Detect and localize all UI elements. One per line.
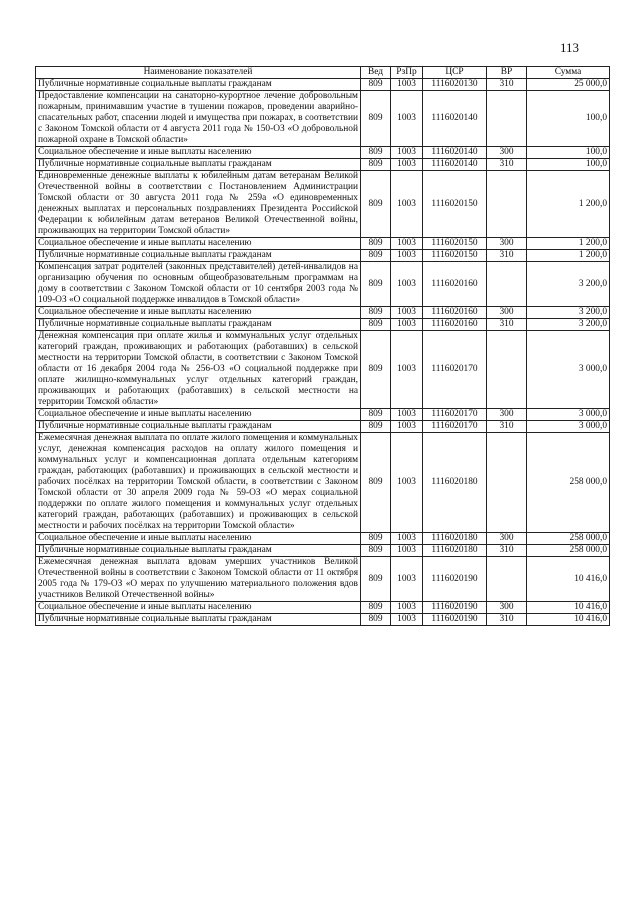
cell-rzpr: 1003 xyxy=(391,147,423,159)
table-header-row xyxy=(36,67,610,79)
cell-rzpr: 1003 xyxy=(391,79,423,91)
cell-name: Социальное обеспечение и иные выплаты населению xyxy=(36,147,361,159)
cell-name: Социальное обеспечение и иные выплаты населению xyxy=(36,409,361,421)
cell-sum: 1 200,0 xyxy=(527,171,610,238)
cell-name: Социальное обеспечение и иные выплаты населению xyxy=(36,533,361,545)
cell-ved: 809 xyxy=(361,433,391,533)
cell-rzpr: 1003 xyxy=(391,262,423,307)
cell-ved: 809 xyxy=(361,545,391,557)
cell-csr: 1116020130 xyxy=(423,79,487,91)
header-name: Наименование показателей xyxy=(36,67,361,79)
cell-sum: 10 416,0 xyxy=(527,614,610,626)
table-row xyxy=(36,331,610,409)
cell-rzpr: 1003 xyxy=(391,614,423,626)
cell-sum: 3 200,0 xyxy=(527,319,610,331)
cell-csr: 1116020180 xyxy=(423,533,487,545)
cell-sum: 258 000,0 xyxy=(527,433,610,533)
cell-name: Социальное обеспечение и иные выплаты населению xyxy=(36,307,361,319)
cell-name: Предоставление компенсации на санаторно-курортное лечение добровольным пожарным, принимавшим участие в тушении пожаров, проведении аварийно-спасательных работ, спасении людей и имущества при пожарах, в соответствии с Законом Томской области от 4 августа 2011 года № 150-ОЗ «О добровольной пожарной охране в Томской области» xyxy=(36,91,361,147)
cell-sum: 3 200,0 xyxy=(527,262,610,307)
cell-name: Денежная компенсация при оплате жилья и коммунальных услуг отдельных категорий граждан, проживающих и работающих (работавших) в сельской местности на территории Томской области, в соответствии с Законом Томской области от 16 декабря 2004 года № 256-ОЗ «О социальной поддержке при оплате жилищно-коммунальных услуг отдельных категорий граждан, проживающих и работающих (работавших) в сельской местности на территории Томской области» xyxy=(36,331,361,409)
table-row xyxy=(36,421,610,433)
cell-vr: 300 xyxy=(487,409,527,421)
cell-rzpr: 1003 xyxy=(391,409,423,421)
cell-name: Публичные нормативные социальные выплаты гражданам xyxy=(36,421,361,433)
cell-csr: 1116020190 xyxy=(423,557,487,602)
cell-sum: 1 200,0 xyxy=(527,238,610,250)
cell-csr: 1116020180 xyxy=(423,545,487,557)
table-row xyxy=(36,319,610,331)
cell-rzpr: 1003 xyxy=(391,238,423,250)
cell-ved: 809 xyxy=(361,159,391,171)
table-row xyxy=(36,238,610,250)
cell-sum: 3 000,0 xyxy=(527,409,610,421)
table-row xyxy=(36,147,610,159)
cell-rzpr: 1003 xyxy=(391,319,423,331)
cell-vr: 300 xyxy=(487,147,527,159)
cell-name: Публичные нормативные социальные выплаты гражданам xyxy=(36,79,361,91)
cell-vr: 310 xyxy=(487,159,527,171)
cell-ved: 809 xyxy=(361,147,391,159)
table-body xyxy=(36,79,610,626)
cell-ved: 809 xyxy=(361,262,391,307)
cell-ved: 809 xyxy=(361,602,391,614)
cell-csr: 1116020150 xyxy=(423,250,487,262)
page-number: 113 xyxy=(560,40,580,55)
table-row xyxy=(36,171,610,238)
cell-name: Социальное обеспечение и иные выплаты населению xyxy=(36,238,361,250)
cell-csr: 1116020170 xyxy=(423,409,487,421)
table-row xyxy=(36,159,610,171)
cell-rzpr: 1003 xyxy=(391,331,423,409)
cell-name: Публичные нормативные социальные выплаты гражданам xyxy=(36,159,361,171)
cell-rzpr: 1003 xyxy=(391,307,423,319)
cell-name: Социальное обеспечение и иные выплаты населению xyxy=(36,602,361,614)
cell-vr xyxy=(487,91,527,147)
cell-csr: 1116020160 xyxy=(423,307,487,319)
cell-csr: 1116020190 xyxy=(423,602,487,614)
cell-ved: 809 xyxy=(361,557,391,602)
cell-rzpr: 1003 xyxy=(391,433,423,533)
header-ved: Вед xyxy=(361,67,391,79)
table-row xyxy=(36,433,610,533)
cell-ved: 809 xyxy=(361,171,391,238)
cell-csr: 1116020180 xyxy=(423,433,487,533)
cell-sum: 3 000,0 xyxy=(527,331,610,409)
cell-rzpr: 1003 xyxy=(391,250,423,262)
cell-csr: 1116020140 xyxy=(423,159,487,171)
table-row xyxy=(36,250,610,262)
cell-ved: 809 xyxy=(361,79,391,91)
table-row xyxy=(36,262,610,307)
cell-vr xyxy=(487,433,527,533)
cell-rzpr: 1003 xyxy=(391,159,423,171)
cell-rzpr: 1003 xyxy=(391,602,423,614)
cell-vr: 310 xyxy=(487,250,527,262)
cell-ved: 809 xyxy=(361,421,391,433)
cell-name: Компенсация затрат родителей (законных представителей) детей-инвалидов на организацию обучения по основным общеобразовательным программам на дому в соответствии с Законом Томской области от 10 сентября 2003 года № 109-ОЗ «О социальной поддержке инвалидов в Томской области» xyxy=(36,262,361,307)
cell-rzpr: 1003 xyxy=(391,557,423,602)
cell-ved: 809 xyxy=(361,238,391,250)
cell-rzpr: 1003 xyxy=(391,545,423,557)
cell-vr: 310 xyxy=(487,421,527,433)
cell-name: Публичные нормативные социальные выплаты гражданам xyxy=(36,614,361,626)
cell-csr: 1116020140 xyxy=(423,147,487,159)
cell-vr xyxy=(487,331,527,409)
cell-vr: 300 xyxy=(487,238,527,250)
cell-name: Публичные нормативные социальные выплаты гражданам xyxy=(36,319,361,331)
cell-sum: 100,0 xyxy=(527,91,610,147)
cell-vr: 300 xyxy=(487,307,527,319)
cell-csr: 1116020170 xyxy=(423,331,487,409)
cell-vr xyxy=(487,262,527,307)
cell-sum: 258 000,0 xyxy=(527,545,610,557)
cell-vr: 300 xyxy=(487,533,527,545)
cell-vr: 310 xyxy=(487,545,527,557)
cell-ved: 809 xyxy=(361,533,391,545)
cell-sum: 3 200,0 xyxy=(527,307,610,319)
cell-vr xyxy=(487,171,527,238)
table-row xyxy=(36,91,610,147)
cell-sum: 100,0 xyxy=(527,159,610,171)
table-row xyxy=(36,533,610,545)
cell-ved: 809 xyxy=(361,331,391,409)
table-row xyxy=(36,614,610,626)
cell-name: Ежемесячная денежная выплата по оплате жилого помещения и коммунальных услуг, денежная компенсация расходов на оплату жилого помещения и коммунальных услуг и компенсационная доплата отдельным категориям граждан, работающих (работавших) и проживающих в сельской местности и рабочих посёлках на территории Томской области, в соответствии с Законом Томской области от 30 апреля 2009 года № 59-ОЗ «О мерах социальной поддержки по оплате жилого помещения и коммунальных услуг отдельных категорий граждан, работающих (работавших) и проживающих в сельской местности и рабочих посёлках на территории Томской области» xyxy=(36,433,361,533)
header-csr: ЦСР xyxy=(423,67,487,79)
cell-rzpr: 1003 xyxy=(391,171,423,238)
cell-ved: 809 xyxy=(361,409,391,421)
table-row xyxy=(36,307,610,319)
cell-csr: 1116020160 xyxy=(423,262,487,307)
cell-csr: 1116020190 xyxy=(423,614,487,626)
table-row xyxy=(36,545,610,557)
cell-name: Единовременные денежные выплаты к юбилейным датам ветеранам Великой Отечественной войны в соответствии с Постановлением Администрации Томской области от 30 августа 2011 года № 259а «О единовременных денежных выплатах и персональных поздравлениях Президента Российской Федерации к юбилейным датам ветеранов Великой Отечественной войны, проживающих на территории Томской области» xyxy=(36,171,361,238)
cell-rzpr: 1003 xyxy=(391,421,423,433)
cell-csr: 1116020150 xyxy=(423,238,487,250)
table-row xyxy=(36,557,610,602)
cell-ved: 809 xyxy=(361,319,391,331)
cell-sum: 10 416,0 xyxy=(527,557,610,602)
cell-sum: 3 000,0 xyxy=(527,421,610,433)
cell-vr: 310 xyxy=(487,319,527,331)
cell-name: Публичные нормативные социальные выплаты гражданам xyxy=(36,250,361,262)
table-row xyxy=(36,602,610,614)
header-vr: ВР xyxy=(487,67,527,79)
cell-sum: 1 200,0 xyxy=(527,250,610,262)
cell-sum: 25 000,0 xyxy=(527,79,610,91)
cell-vr: 300 xyxy=(487,602,527,614)
cell-ved: 809 xyxy=(361,614,391,626)
cell-vr: 310 xyxy=(487,79,527,91)
cell-csr: 1116020170 xyxy=(423,421,487,433)
cell-vr xyxy=(487,557,527,602)
cell-ved: 809 xyxy=(361,250,391,262)
budget-table xyxy=(35,66,610,626)
table-row xyxy=(36,409,610,421)
table-row xyxy=(36,79,610,91)
cell-sum: 10 416,0 xyxy=(527,602,610,614)
header-sum: Сумма xyxy=(527,67,610,79)
cell-rzpr: 1003 xyxy=(391,91,423,147)
cell-csr: 1116020150 xyxy=(423,171,487,238)
cell-csr: 1116020160 xyxy=(423,319,487,331)
cell-sum: 258 000,0 xyxy=(527,533,610,545)
header-rzpr: РзПр xyxy=(391,67,423,79)
cell-csr: 1116020140 xyxy=(423,91,487,147)
cell-sum: 100,0 xyxy=(527,147,610,159)
cell-name: Публичные нормативные социальные выплаты гражданам xyxy=(36,545,361,557)
cell-rzpr: 1003 xyxy=(391,533,423,545)
cell-ved: 809 xyxy=(361,307,391,319)
cell-name: Ежемесячная денежная выплата вдовам умерших участников Великой Отечественной войны в соответствии с Законом Томской области от 11 октября 2005 года № 179-ОЗ «О мерах по улучшению материального положения вдов участников Великой Отечественной войны» xyxy=(36,557,361,602)
cell-vr: 310 xyxy=(487,614,527,626)
cell-ved: 809 xyxy=(361,91,391,147)
